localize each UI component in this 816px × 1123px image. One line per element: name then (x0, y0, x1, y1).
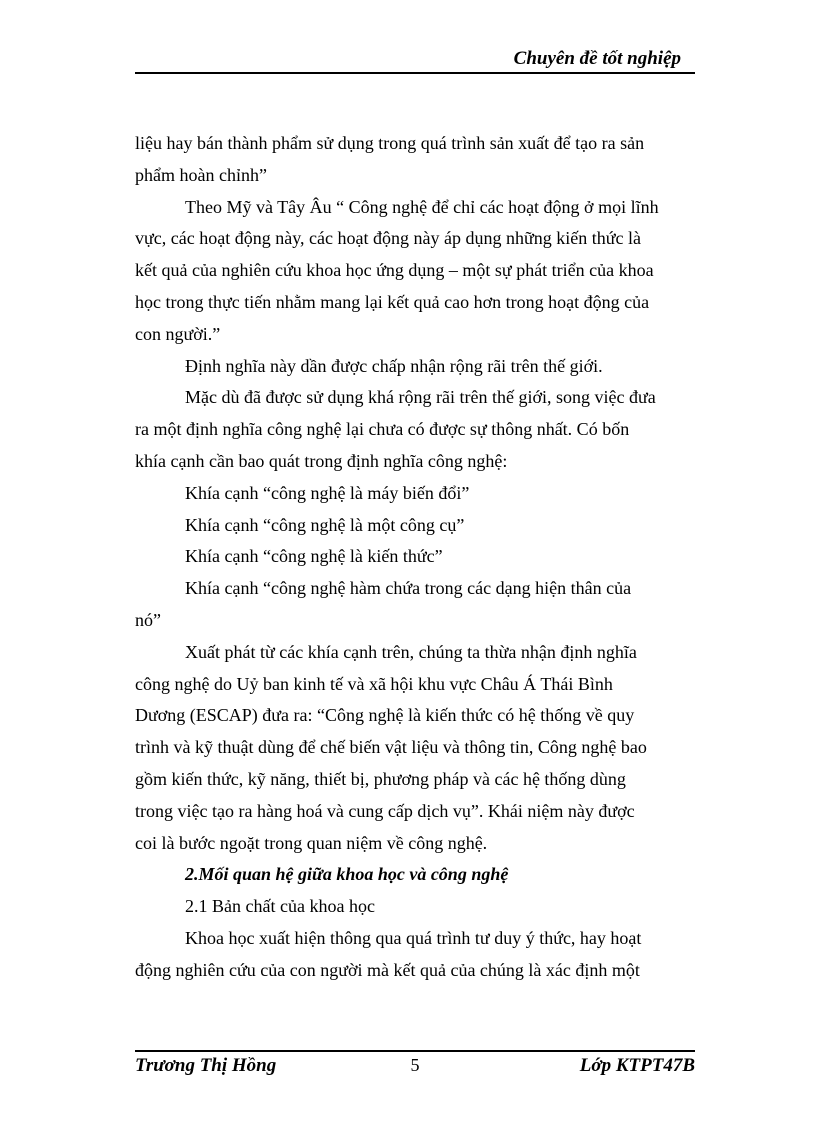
text-line: Dương (ESCAP) đưa ra: “Công nghệ là kiến thức có hệ thống về quy (135, 705, 635, 726)
text-line: Xuất phát từ các khía cạnh trên, chúng ta thừa nhận định nghĩa (185, 641, 637, 662)
text-line: Khoa học xuất hiện thông qua quá trình tư duy ý thức, hay hoạt (185, 927, 642, 948)
text-line: gồm kiến thức, kỹ năng, thiết bị, phương pháp và các hệ thống dùng (135, 768, 626, 789)
text-line: Mặc dù đã được sử dụng khá rộng rãi trên thế giới, song việc đưa (185, 387, 656, 408)
text-line: trong việc tạo ra hàng hoá và cung cấp dịch vụ”. Khái niệm này được (135, 800, 635, 821)
page-number: 5 (410, 1055, 420, 1075)
text-line: nó” (135, 609, 161, 630)
header-title: Chuyên đề tốt nghiệp (513, 48, 681, 69)
page-footer (135, 1050, 695, 1082)
section-heading: 2.Mối quan hệ giữa khoa học và công nghệ (185, 864, 509, 885)
text-line: Định nghĩa này dần được chấp nhận rộng rãi trên thế giới. (185, 355, 603, 376)
page-header (135, 46, 695, 74)
text-line: Khía cạnh “công nghệ là máy biến đổi” (185, 482, 470, 503)
text-line: phẩm hoàn chỉnh” (135, 164, 267, 185)
text-line: kết quả của nghiên cứu khoa học ứng dụng – một sự phát triển của khoa (135, 260, 654, 281)
subsection-heading: 2.1 Bản chất của khoa học (185, 896, 375, 917)
text-line: vực, các hoạt động này, các hoạt động này áp dụng những kiến thức là (135, 228, 641, 249)
document-body (135, 128, 695, 987)
text-line: ra một định nghĩa công nghệ lại chưa có được sự thông nhất. Có bốn (135, 419, 630, 440)
text-line: học trong thực tiến nhằm mang lại kết quả cao hơn trong hoạt động của (135, 291, 650, 312)
text-line: liệu hay bán thành phẩm sử dụng trong quá trình sản xuất để tạo ra sản (135, 133, 645, 153)
text-line: công nghệ do Uỷ ban kinh tế và xã hội khu vực Châu Á Thái Bình (135, 673, 613, 694)
text-line: con người.” (135, 323, 221, 344)
text-line: Khía cạnh “công nghệ hàm chứa trong các dạng hiện thân của (185, 578, 632, 599)
footer-author: Trương Thị Hồng (135, 1055, 277, 1076)
text-line: Khía cạnh “công nghệ là một công cụ” (185, 514, 465, 535)
text-line: trình và kỹ thuật dùng để chế biến vật liệu và thông tin, Công nghệ bao (135, 737, 647, 758)
text-line: coi là bước ngoặt trong quan niệm về công nghệ. (135, 832, 488, 853)
text-line: động nghiên cứu của con người mà kết quả của chúng là xác định một (135, 959, 640, 980)
text-line: Khía cạnh “công nghệ là kiến thức” (185, 546, 443, 567)
text-line: Theo Mỹ và Tây Âu “ Công nghệ để chỉ các hoạt động ở mọi lĩnh (185, 196, 659, 217)
text-line: khía cạnh cần bao quát trong định nghĩa công nghệ: (135, 450, 508, 471)
footer-class: Lớp KTPT47B (579, 1055, 695, 1076)
